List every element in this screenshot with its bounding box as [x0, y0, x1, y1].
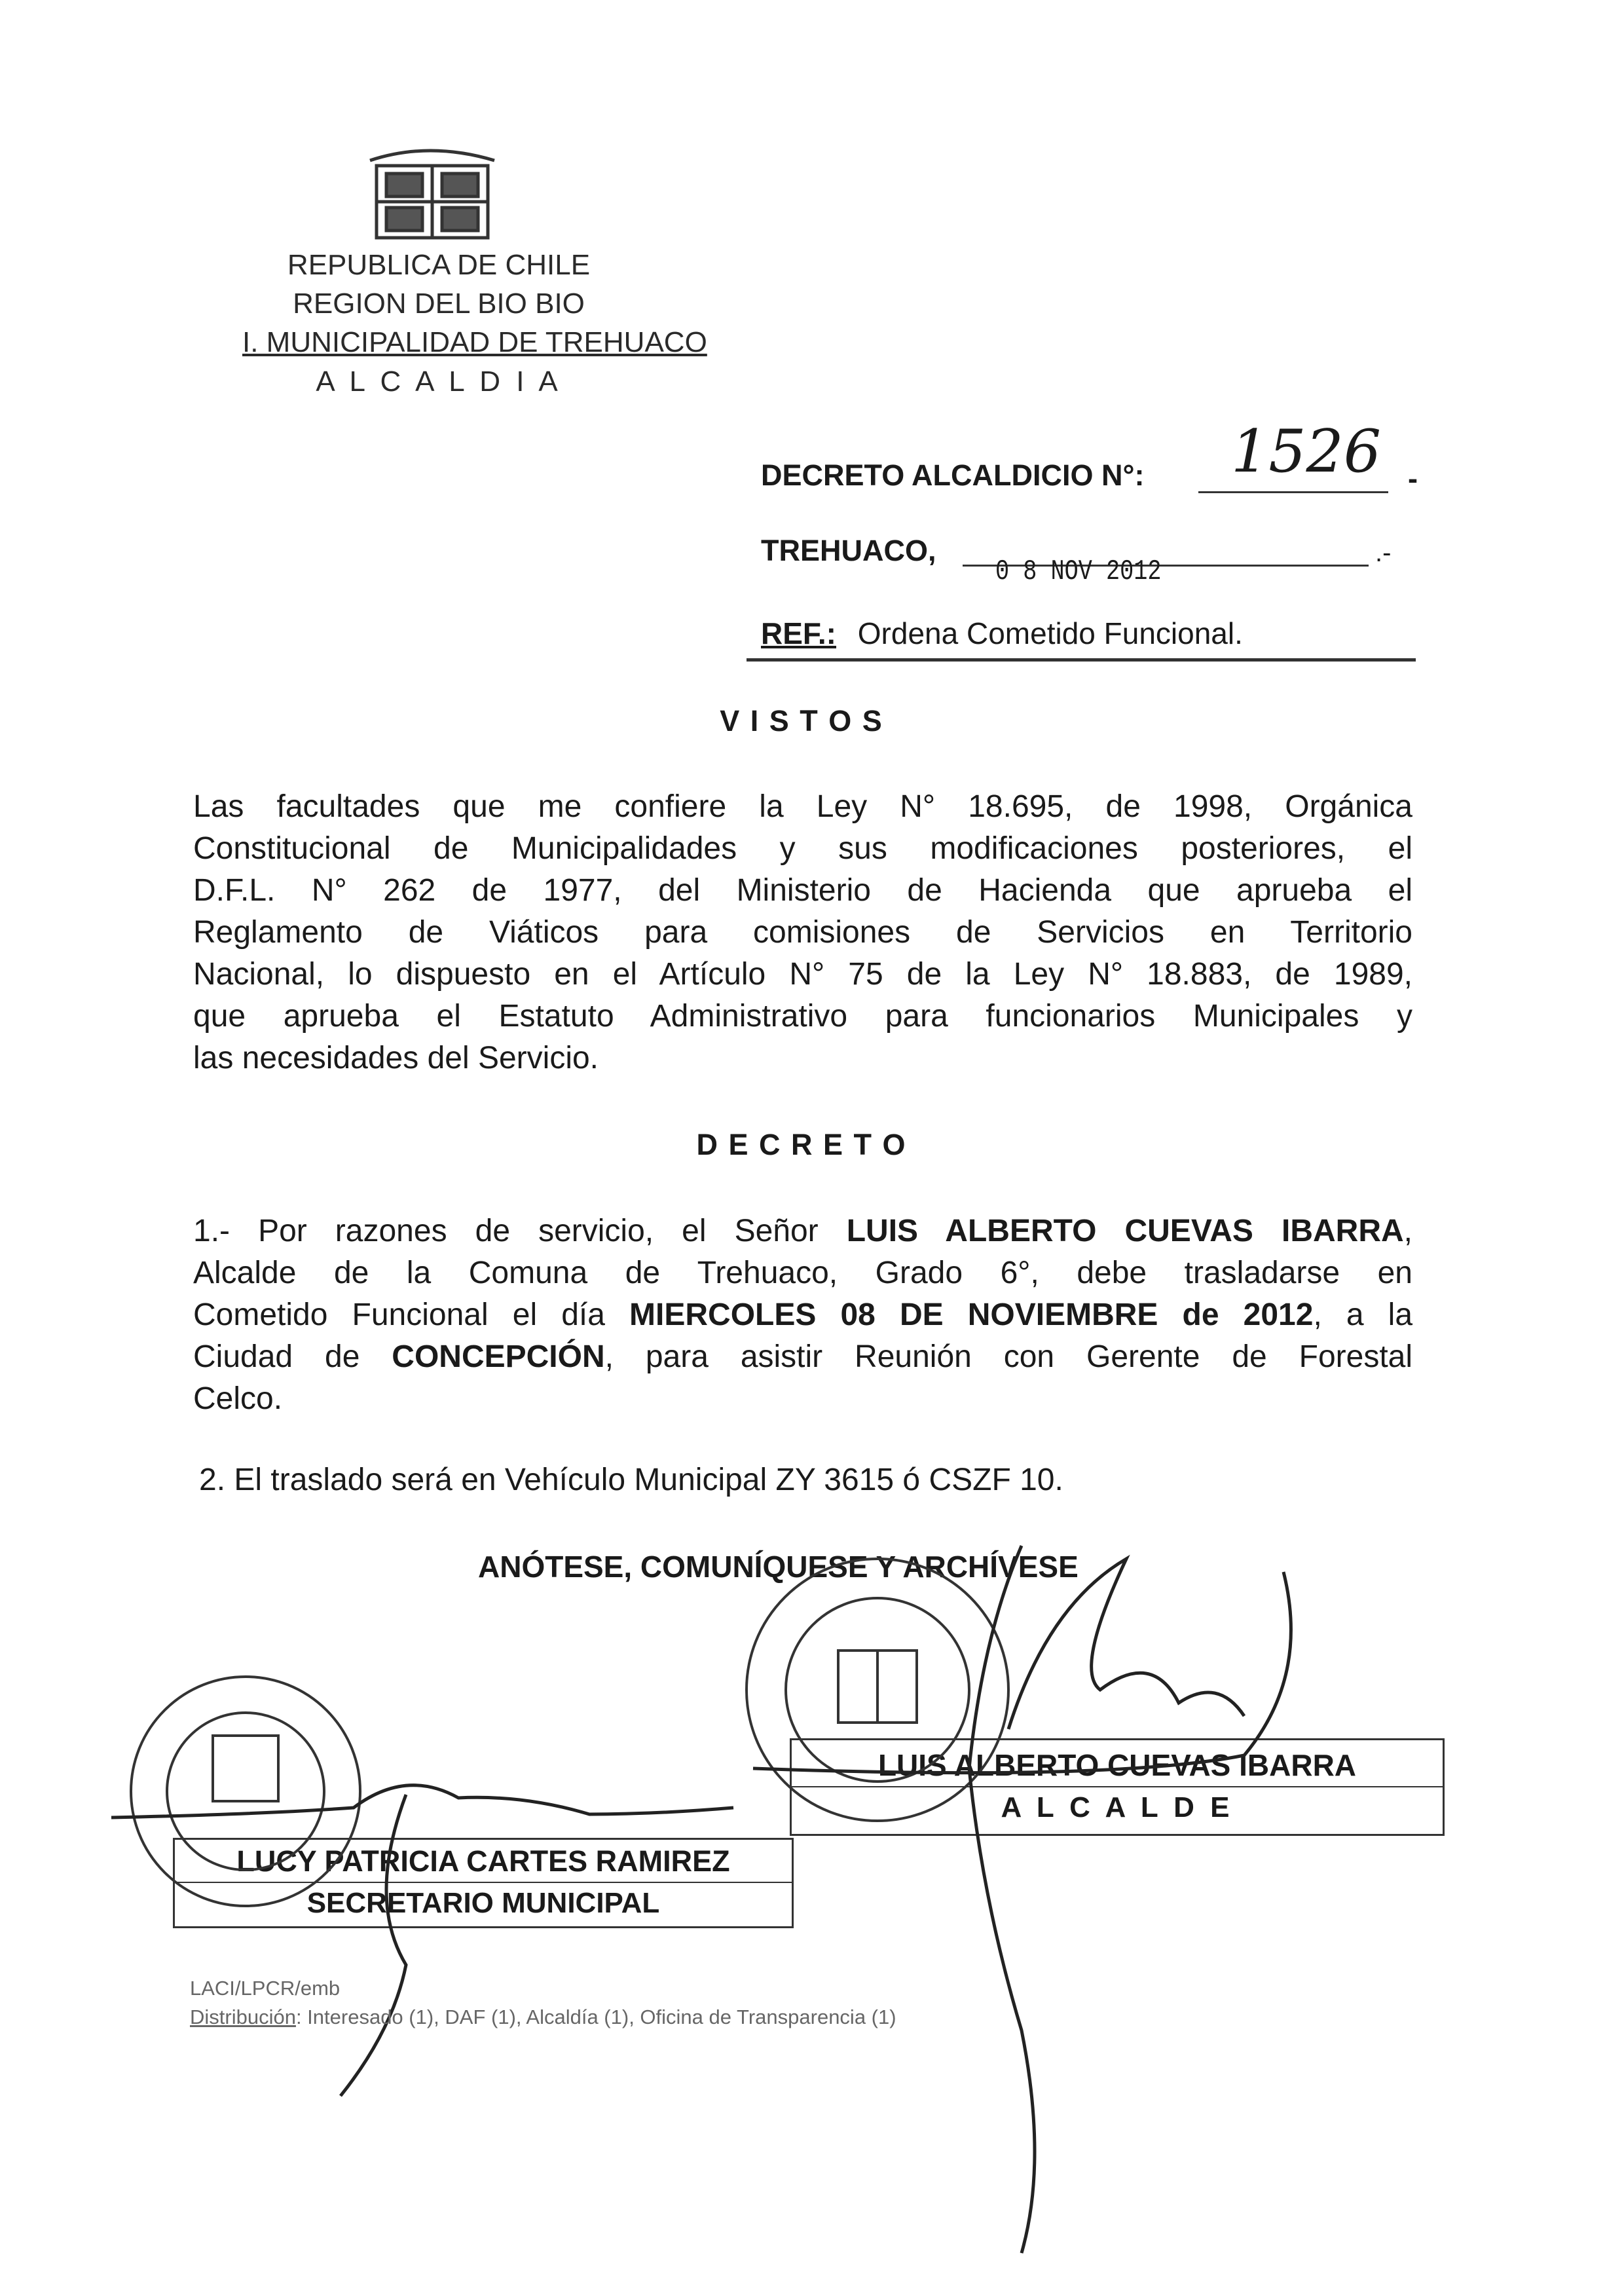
date-stamp: 0 8 NOV 2012 [995, 555, 1162, 588]
header-region: REGION DEL BIO BIO [293, 288, 585, 320]
mayor-title: A L C A L D E [792, 1786, 1443, 1825]
ref-text: Ordena Cometido Funcional. [857, 616, 1243, 650]
initials: LACI/LPCR/emb [190, 1977, 341, 2000]
header-republic: REPUBLICA DE CHILE [287, 249, 591, 281]
vistos-paragraph [193, 786, 1412, 1079]
decreto-heading: D E C R E T O [696, 1128, 907, 1161]
vistos-line: Reglamento de Viáticos para comisiones de Servicios en Territorio [193, 915, 1412, 950]
vistos-line: Constitucional de Municipalidades y sus modificaciones posteriores, el [193, 831, 1412, 866]
ref-line [761, 616, 1243, 651]
secretary-name: LUCY PATRICIA CARTES RAMIREZ [236, 1844, 730, 1878]
vistos-heading: V I S T O S [720, 704, 883, 737]
decree-number-handwritten: 1526 [1231, 417, 1382, 486]
decreto-item-2: 2. El traslado será en Vehículo Municipal ZY 3615 ó CSZF 10. [199, 1463, 1063, 1497]
mayor-name: LUIS ALBERTO CUEVAS IBARRA [877, 1748, 1357, 1782]
decreto-item-1: 1.- Por razones de servicio, el Señor LUIS ALBERTO CUEVAS IBARRA, Alcalde de la Comuna de Trehuaco, Grado 6°, debe trasladarse en Cometido Funcional el día MIERCOLES 08 DE NOVIEMBRE de 2012, a la Ciudad de CONCEPCIÓN, para asistir Reunión con Gerente de Forestal Celco. [193, 1214, 1413, 1416]
distribution: Distribución: Interesado (1), DAF (1), Alcaldía (1), Oficina de Transparencia (1) [190, 2006, 896, 2028]
vistos-line: que aprueba el Estatuto Administrativo para funcionarios Municipales y [193, 999, 1412, 1034]
vistos-line: Nacional, lo dispuesto en el Artículo N° 75 de la Ley N° 18.883, de 1989, [193, 957, 1412, 992]
place-label: TREHUACO, [761, 534, 936, 567]
vistos-line: Las facultades que me confiere la Ley N° 18.695, de 1998, Orgánica [193, 789, 1412, 824]
secretary-signature-box [173, 1838, 794, 1928]
header-municipality: I. MUNICIPALIDAD DE TREHUACO [242, 326, 707, 358]
decree-number-label: DECRETO ALCALDICIO N°: [761, 458, 1145, 492]
mayor-signature-box [790, 1738, 1445, 1836]
secretary-handwritten-signature-icon [111, 1785, 733, 2096]
vistos-line: D.F.L. N° 262 de 1977, del Ministerio de Hacienda que aprueba el [193, 873, 1412, 908]
closing-formula: ANÓTESE, COMUNÍQUESE Y ARCHÍVESE [478, 1550, 1079, 1584]
secretary-title: SECRETARIO MUNICIPAL [175, 1882, 792, 1921]
vistos-line: las necesidades del Servicio. [193, 1041, 599, 1075]
header-alcaldia: A L C A L D I A [316, 365, 562, 398]
mayor-handwritten-signature-icon [753, 1546, 1291, 2253]
ref-label: REF.: [761, 616, 836, 650]
